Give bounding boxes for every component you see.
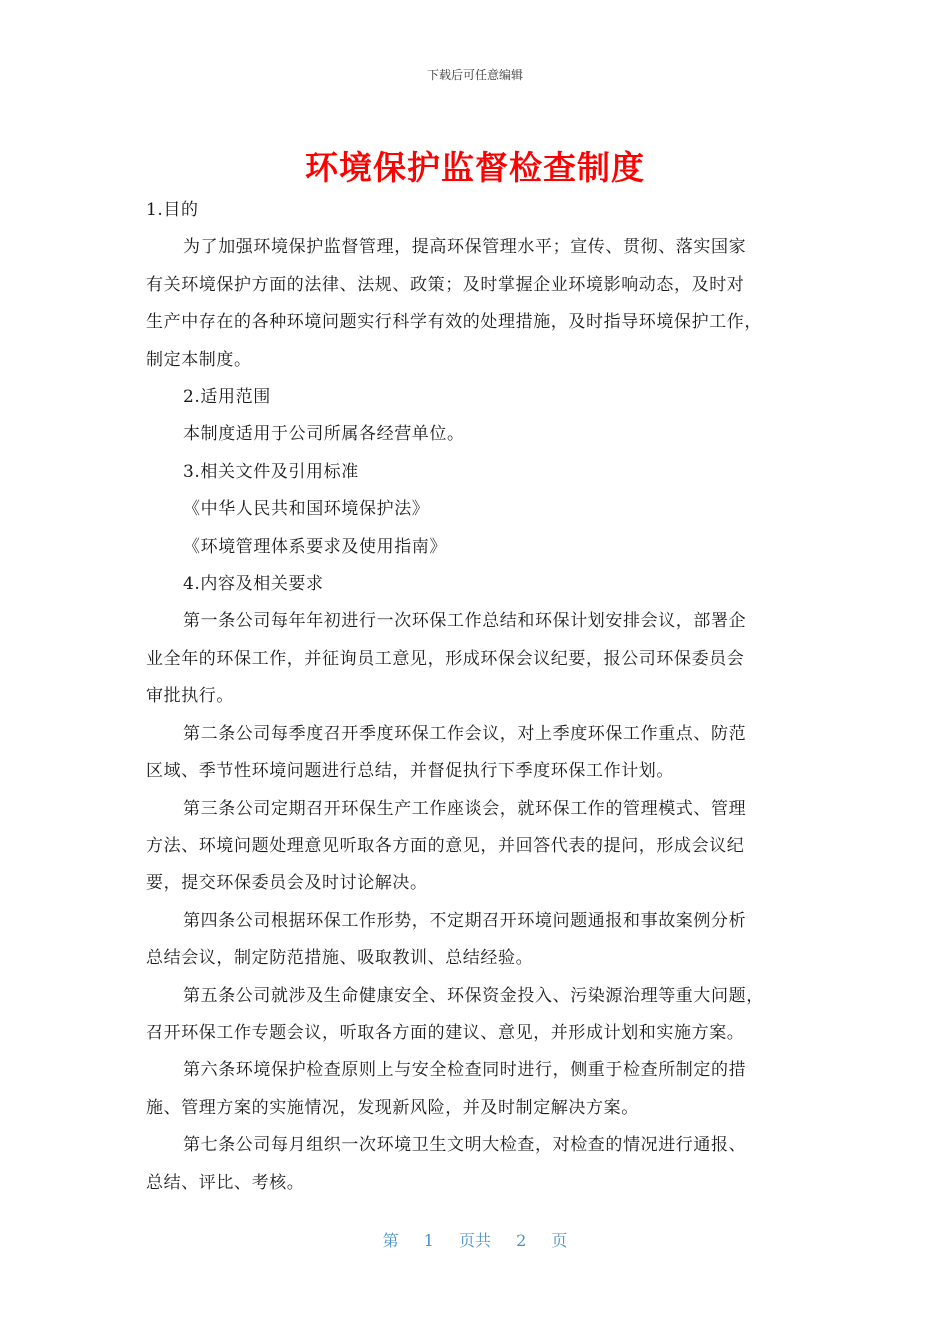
body-line: 为了加强环境保护监督管理，提高环保管理水平；宣传、贯彻、落实国家	[183, 237, 747, 258]
body-line: 《环境管理体系要求及使用指南》	[183, 536, 447, 557]
body-line: 第四条公司根据环保工作形势，不定期召开环境问题通报和事故案例分析	[183, 910, 747, 931]
document-title: 环境保护监督检查制度	[305, 148, 645, 187]
footer-current-page: 1	[423, 1231, 434, 1250]
body-line: 施、管理方案的实施情况，发现新风险，并及时制定解决方案。	[146, 1097, 639, 1118]
body-line: 业全年的环保工作，并征询员工意见，形成环保会议纪要，报公司环保委员会	[146, 648, 745, 669]
body-line: 方法、环境问题处理意见听取各方面的意见，并回答代表的提问，形成会议纪	[146, 835, 745, 856]
footer-label-ye-gong: 页共	[458, 1231, 491, 1250]
body-line: 制定本制度。	[146, 349, 252, 370]
body-line: 3.相关文件及引用标准	[183, 461, 359, 482]
body-line: 总结会议，制定防范措施、吸取教训、总结经验。	[146, 948, 534, 969]
body-line: 1.目的	[146, 200, 199, 220]
body-line: 生产中存在的各种环境问题实行科学有效的处理措施，及时指导环境保护工作，	[146, 312, 762, 333]
document-body	[146, 192, 802, 1202]
footer-label-di: 第	[382, 1231, 399, 1250]
header-note: 下载后可任意编辑	[426, 68, 523, 82]
page-footer	[0, 1228, 950, 1251]
body-line: 2.适用范围	[183, 387, 271, 408]
body-line: 第三条公司定期召开环保生产工作座谈会，就环保工作的管理模式、管理	[183, 798, 747, 819]
body-line: 有关环境保护方面的法律、法规、政策；及时掌握企业环境影响动态，及时对	[146, 274, 745, 295]
body-line: 第二条公司每季度召开季度环保工作会议，对上季度环保工作重点、防范	[183, 723, 747, 744]
footer-label-ye: 页	[551, 1231, 568, 1250]
body-line: 召开环保工作专题会议，听取各方面的建议、意见，并形成计划和实施方案。	[146, 1022, 745, 1043]
body-line: 第五条公司就涉及生命健康安全、环保资金投入、污染源治理等重大问题，	[183, 985, 764, 1006]
body-line: 总结、评比、考核。	[146, 1172, 305, 1193]
body-line: 要，提交环保委员会及时讨论解决。	[146, 873, 428, 894]
body-line: 4.内容及相关要求	[183, 574, 324, 595]
body-line: 《中华人民共和国环境保护法》	[183, 499, 430, 520]
footer-total-pages: 2	[516, 1231, 527, 1250]
body-line: 第一条公司每年年初进行一次环保工作总结和环保计划安排会议，部署企	[183, 611, 747, 632]
body-line: 本制度适用于公司所属各经营单位。	[183, 424, 465, 445]
body-line: 第六条环境保护检查原则上与安全检查同时进行，侧重于检查所制定的措	[183, 1060, 747, 1081]
body-line: 区域、季节性环境问题进行总结，并督促执行下季度环保工作计划。	[146, 761, 674, 782]
body-line: 第七条公司每月组织一次环境卫生文明大检查，对检查的情况进行通报、	[183, 1135, 747, 1156]
body-line: 审批执行。	[146, 686, 234, 707]
